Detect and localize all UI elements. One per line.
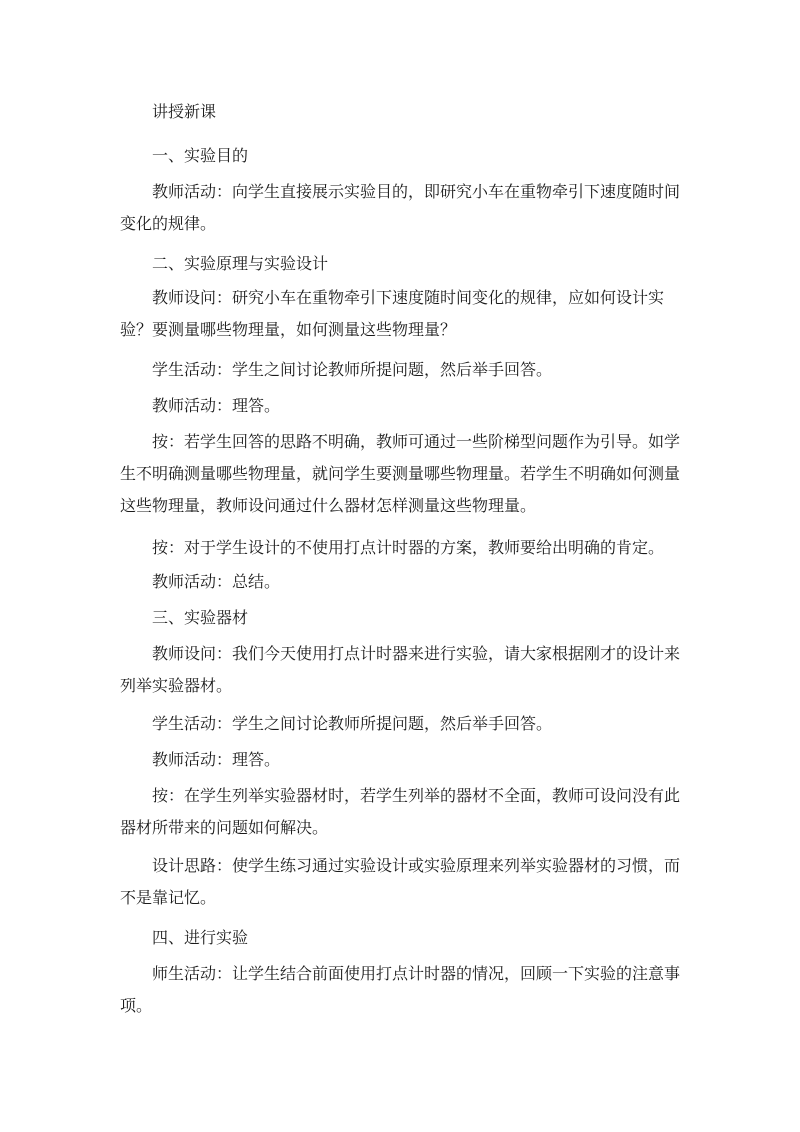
heading-equipment: 三、实验器材: [152, 608, 249, 627]
section-title-new-lesson: 讲授新课: [152, 102, 217, 121]
paragraph-teacher-question-design: 教师设问：研究小车在重物牵引下速度随时间变化的规律，应如何设计实验？要测量哪些物理量，如何测量这些物理量？: [120, 288, 665, 339]
paragraph-note-affirmation: 按：对于学生设计的不使用打点计时器的方案，教师要给出明确的肯定。: [152, 538, 665, 557]
paragraph-student-activity-1: 学生活动：学生之间讨论教师所提问题，然后举手回答。: [152, 360, 553, 379]
paragraph-note-equipment: 按：在学生列举实验器材时，若学生列举的器材不全面，教师可设问没有此器材所带来的问题如何解决。: [120, 786, 681, 837]
paragraph-teacher-question-equipment: 教师设问：我们今天使用打点计时器来进行实验，请大家根据刚才的设计来列举实验器材。: [120, 644, 681, 695]
paragraph-teacher-summary: 教师活动：总结。: [152, 572, 281, 591]
paragraph-student-activity-2: 学生活动：学生之间讨论教师所提问题，然后举手回答。: [152, 714, 553, 733]
heading-conduct-experiment: 四、进行实验: [152, 928, 249, 947]
paragraph-note-guidance: 按：若学生回答的思路不明确，教师可通过一些阶梯型问题作为引导。如学生不明确测量哪些物理量，就问学生要测量哪些物理量。若学生不明确如何测量这些物理量，教师设问通过什么器材怎样测量这些物理量。: [120, 432, 681, 515]
paragraph-teacher-student-activity: 师生活动：让学生结合前面使用打点计时器的情况，回顾一下实验的注意事项。: [120, 964, 681, 1015]
paragraph-design-rationale: 设计思路：使学生练习通过实验设计或实验原理来列举实验器材的习惯，而不是靠记忆。: [120, 856, 681, 907]
paragraph-teacher-response-1: 教师活动：理答。: [152, 396, 281, 415]
paragraph-teacher-activity-purpose: 教师活动：向学生直接展示实验目的，即研究小车在重物牵引下速度随时间变化的规律。: [120, 182, 681, 233]
paragraph-teacher-response-2: 教师活动：理答。: [152, 750, 281, 769]
heading-principle-design: 二、实验原理与实验设计: [152, 254, 329, 273]
heading-experiment-purpose: 一、实验目的: [152, 146, 249, 165]
